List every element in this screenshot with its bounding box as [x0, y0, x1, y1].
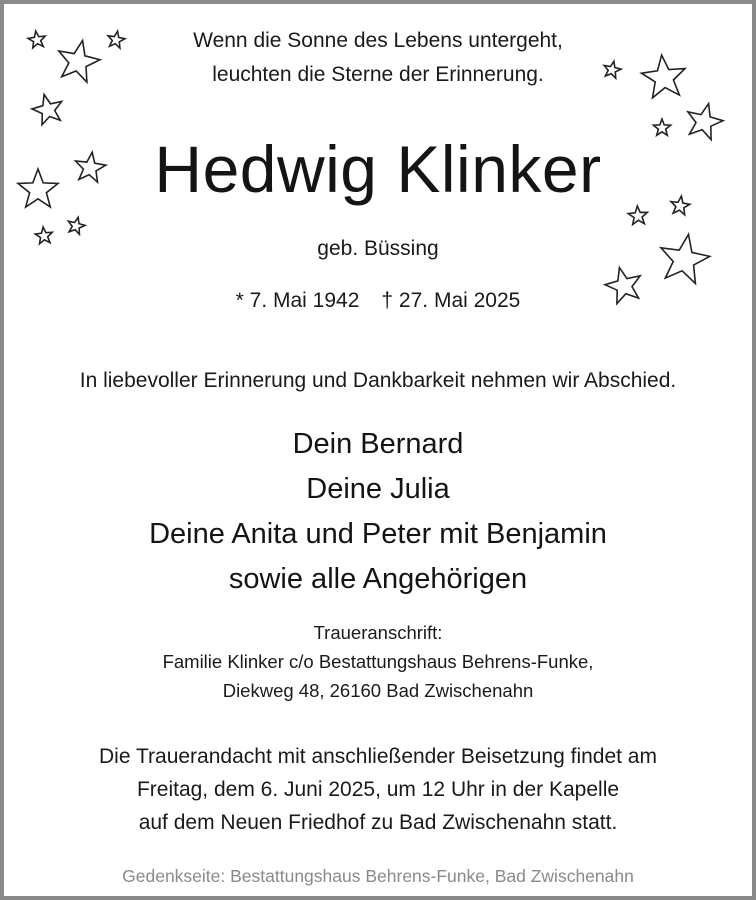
mourner-line: sowie alle Angehörigen	[228, 563, 528, 595]
death-date: † 27. Mai 2025	[381, 289, 521, 312]
mourner-line: Dein Bernard	[292, 428, 464, 460]
birth-date: * 7. Mai 1942	[235, 289, 360, 312]
star-outline-icon	[32, 95, 62, 125]
service-line-1: Die Trauerandacht mit anschließender Beisetzung findet am	[99, 745, 657, 768]
service-line-2: Freitag, dem 6. Juni 2025, um 12 Uhr in der Kapelle	[136, 778, 620, 801]
address-line-2: Diekweg 48, 26160 Bad Zwischenahn	[222, 680, 534, 701]
life-dates	[4, 286, 752, 316]
farewell-text: In liebevoller Erinnerung und Dankbarkeit nehmen wir Abschied.	[79, 369, 677, 392]
star-outline-icon	[68, 217, 85, 234]
service-info	[4, 740, 752, 839]
address-label: Traueranschrift:	[313, 622, 443, 643]
service-line-3: auf dem Neuen Friedhof zu Bad Zwischenahn statt.	[138, 811, 618, 834]
birth-name: geb. Büssing	[317, 237, 439, 260]
memorial-page-footer: Gedenkseite: Bestattungshaus Behrens-Funke, Bad Zwischenahn	[122, 866, 634, 886]
mourning-address	[4, 618, 752, 705]
address-line-1: Familie Klinker c/o Bestattungshaus Behrens-Funke,	[162, 651, 594, 672]
quote-line-1: Wenn die Sonne des Lebens untergeht,	[193, 29, 563, 52]
deceased-name: Hedwig Klinker	[154, 132, 602, 206]
memorial-quote	[4, 24, 752, 92]
mourner-line: Deine Anita und Peter mit Benjamin	[149, 518, 607, 550]
mourners-list	[4, 422, 752, 602]
quote-line-2: leuchten die Sterne der Erinnerung.	[212, 63, 544, 86]
mourner-line: Deine Julia	[306, 473, 450, 505]
